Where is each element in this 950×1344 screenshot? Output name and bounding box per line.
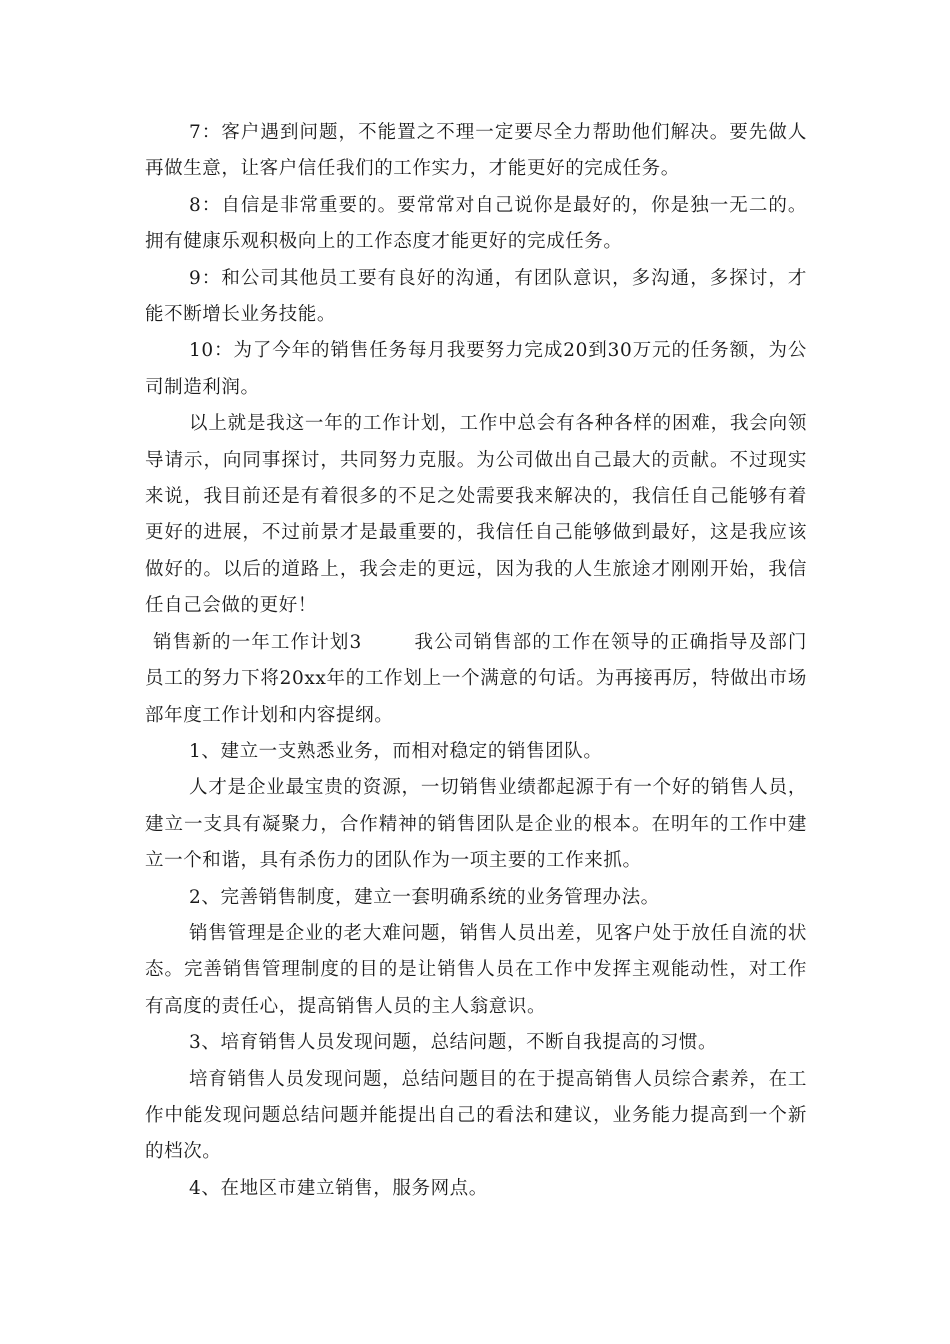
paragraph-item-7: 7：客户遇到问题，不能置之不理一定要尽全力帮助他们解决。要先做人再做生意，让客户信任我们的工作实力，才能更好的完成任务。 [145, 122, 807, 180]
list-item-heading-4: 4、在地区市建立销售，服务网点。 [189, 1177, 488, 1199]
paragraph-conclusion: 以上就是我这一年的工作计划，工作中总会有各种各样的困难，我会向领导请示，向同事探讨，共同努力克服。为公司做出自己最大的贡献。不过现实来说，我目前还是有着很多的不足之处需要我来解决的，我信任自己能够有着更好的进展，不过前景才是最重要的，我信任自己能够做到最好，这是我应该做好的。以后的道路上，我会走的更远，因为我的人生旅途才刚刚开始，我信任自己会做的更好！ [145, 413, 807, 617]
section-title: 销售新的一年工作计划3 [153, 631, 362, 653]
paragraph-item-9: 9：和公司其他员工要有良好的沟通，有团队意识，多沟通，多探讨，才能不断增长业务技能。 [145, 267, 807, 326]
list-item-heading-3: 3、培育销售人员发现问题，总结问题，不断自我提高的习惯。 [189, 1032, 718, 1054]
paragraph-item-8: 8：自信是非常重要的。要常常对自己说你是最好的，你是独一无二的。拥有健康乐观积极向上的工作态度才能更好的完成任务。 [145, 194, 807, 253]
list-item-body-1: 人才是企业最宝贵的资源，一切销售业绩都起源于有一个好的销售人员，建立一支具有凝聚力，合作精神的销售团队是企业的根本。在明年的工作中建立一个和谐，具有杀伤力的团队作为一项主要的工作来抓。 [145, 777, 807, 872]
list-item-body-3: 培育销售人员发现问题，总结问题目的在于提高销售人员综合素养，在工作中能发现问题总结问题并能提出自己的看法和建议，业务能力提高到一个新的档次。 [145, 1068, 807, 1163]
list-item-heading-1: 1、建立一支熟悉业务，而相对稳定的销售团队。 [189, 740, 603, 762]
document-page [145, 115, 807, 1207]
list-item-body-2: 销售管理是企业的老大难问题，销售人员出差，见客户处于放任自流的状态。完善销售管理制度的目的是让销售人员在工作中发挥主观能动性，对工作有高度的责任心，提高销售人员的主人翁意识。 [145, 922, 807, 1017]
section-intro: 我公司销售部的工作在领导的正确指导及部门员工的努力下将20xx年的工作划上一个满意的句话。为再接再厉，特做出市场部年度工作计划和内容提纲。 [145, 631, 807, 726]
list-item-heading-2: 2、完善销售制度，建立一套明确系统的业务管理办法。 [189, 886, 660, 908]
paragraph-item-10: 10：为了今年的销售任务每月我要努力完成20到30万元的任务额，为公司制造利润。 [145, 340, 807, 398]
section-intro-paragraph [145, 625, 807, 734]
